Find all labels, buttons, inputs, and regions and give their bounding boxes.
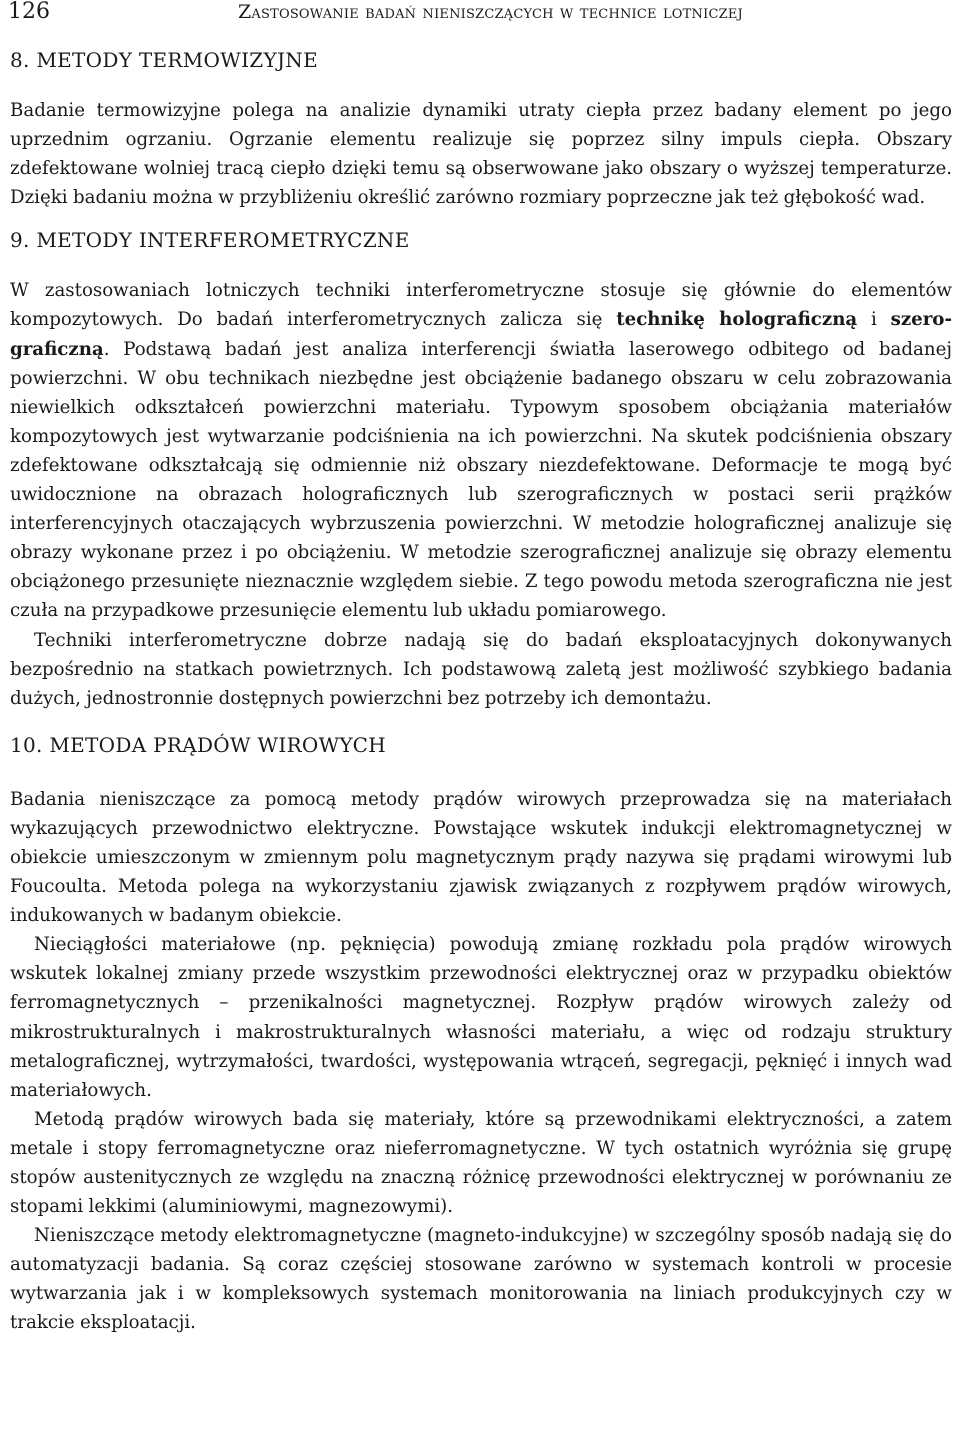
- section-title-9: 9. METODY INTERFEROMETRYCZNE: [10, 228, 410, 253]
- term-shearographic-technique: szerograficzną: [10, 309, 952, 360]
- running-title: Zastosowanie badań nieniszczących w technice lotniczej: [238, 1, 743, 23]
- page-header: [6, 0, 954, 38]
- section-10-paragraph-1: Badania nieniszczące za pomocą metody prądów wirowych przeprowadza się na materiałach wykazujących przewodnictwo elektryczne. Powstające wskutek indukcji elektromagnetycznej w obiekcie umieszczonym w zmiennym polu magnetycznym prądy nazywa się prądami wirowymi lub Foucoulta. Metoda polega na wykorzystaniu zjawisk związanych z rozpływem prądów wirowych, indukowanych w badanym obiekcie.: [10, 788, 952, 927]
- section-10-paragraph-3: Metodą prądów wirowych bada się materiały, które są przewodnikami elektryczności, a zatem metale i stopy ferromagnetyczne oraz nieferromagnetyczne. W tych ostatnich wyróżnia się grupę stopów austenitycznych ze względu na znaczną różnicę przewodności elektrycznej w porównaniu ze stopami lekkimi (aluminiowymi, magnezowymi).: [10, 1108, 952, 1218]
- section-9-paragraph-1-part-2: i: [857, 309, 891, 331]
- term-holographic-technique: technikę holograficzną: [616, 309, 858, 331]
- page-number: 126: [8, 0, 50, 24]
- section-9-paragraph-1-part-3: . Podstawą badań jest analiza interferencji światła laserowego odbitego od badanej powierzchni. W obu technikach niezbędne jest obciążenie badanego obszaru w celu zobrazowania niewielkich odkształceń powierzchni materiału. Typowym sposobem obciążania materiałów kompozytowych jest wytwarzanie podciśnienia na ich powierzchni. Na skutek podciśnienia obszary zdefektowane odkształcają się odmiennie niż obszary niezdefektowane. Deformacje te mogą być uwidocznione na obrazach holograficznych lub szerograficznych w postaci serii prążków interferencyjnych otaczających wybrzuszenia powierzchni. W metodzie holograficznej analizuje się obrazy wykonane przez i po obciążeniu. W metodzie szerograficznej analizuje się obrazy elementu obciążonego przesunięte nieznacznie względem siebie. Z tego powodu metoda szerograficzna nie jest czuła na przypadkowe przesunięcie elementu lub układu pomiarowego.: [10, 338, 952, 622]
- section-10-paragraph-4: Nieniszczące metody elektromagnetyczne (magneto-indukcyjne) w szczególny sposób nadają się do automatyzacji badania. Są coraz częściej stosowane zarówno w systemach kontroli w procesie wytwarzania jak i w kompleksowych systemach monitorowania na liniach produkcyjnych czy w trakcie eksploatacji.: [10, 1225, 952, 1334]
- section-title-10: 10. METODA PRĄDÓW WIROWYCH: [10, 732, 386, 757]
- section-10-paragraph-2: Nieciągłości materiałowe (np. pęknięcia) powodują zmianę rozkładu pola prądów wirowych wskutek lokalnej zmiany przede wszystkim przewodności elektrycznej oraz w przypadku obiektów ferromagnetycznych – przenikalności magnetycznej. Rozpływ prądów wirowych zależy od mikrostrukturalnych i makrostrukturalnych własności materiału, a więc od rodzaju struktury metalograficznej, wytrzymałości, twardości, występowania wtrąceń, segregacji, pęknięć i innych wad materiałowych.: [10, 934, 952, 1101]
- section-9-paragraph-1: [6, 276, 954, 625]
- section-9-paragraph-2: Techniki interferometryczne dobrze nadają się do badań eksploatacyjnych dokonywanych bezpośrednio na statkach powietrznych. Ich podstawową zaletą jest możliwość szybkiego badania dużych, jednostronnie dostępnych powierzchni bez potrzeby ich demontażu.: [10, 629, 952, 709]
- section-8-paragraph-1: Badanie termowizyjne polega na analizie dynamiki utraty ciepła przez badany element po jego uprzednim ogrzaniu. Ogrzanie elementu realizuje się poprzez silny impuls ciepła. Obszary zdefektowane wolniej tracą ciepło dzięki temu są obserwowane jako obszary o wyższej temperaturze. Dzięki badaniu można w przybliżeniu określić zarówno rozmiary poprzeczne jak też głębokość wad.: [10, 100, 952, 209]
- section-9-paragraph-1-part-1: W zastosowaniach lotniczych techniki interferometryczne stosuje się głównie do elementów kompozytowych. Do badań interferometrycznych zalicza się: [10, 280, 952, 331]
- section-title-8: 8. METODY TERMOWIZYJNE: [10, 48, 318, 72]
